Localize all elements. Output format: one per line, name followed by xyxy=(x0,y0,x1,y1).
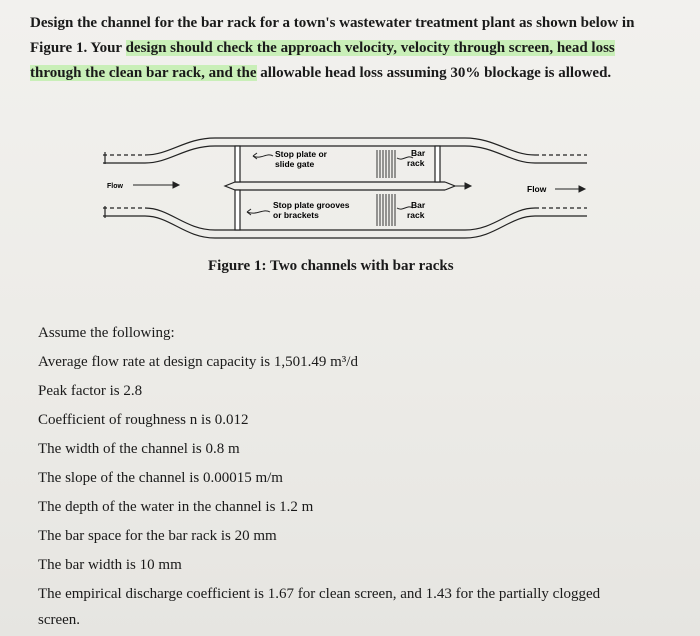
assumption-item: Coefficient of roughness n is 0.012 xyxy=(38,412,249,428)
highlighted-text-1: design should check the approach velocity, velocity through screen, head loss xyxy=(125,40,615,56)
assumption-item: screen. xyxy=(38,612,81,628)
bar-rack-top-label: Bar rack xyxy=(407,148,426,168)
assumption-item: The empirical discharge coefficient is 1.67 for clean screen, and 1.43 for the partially clogged xyxy=(38,586,601,602)
problem-text-3: allowable head loss assuming 30% blockage is allowed. xyxy=(256,65,612,81)
assumption-item: Average flow rate at design capacity is 1,501.49 m³/d xyxy=(38,354,358,370)
assumption-item: The depth of the water in the channel is 1.2 m xyxy=(38,499,314,515)
problem-text-1: Design the channel for the bar rack for a town's wastewater treatment plant as shown below in xyxy=(30,15,635,31)
assumption-item: The slope of the channel is 0.00015 m/m xyxy=(38,470,283,486)
bar-rack-bottom-label: Bar rack xyxy=(407,200,426,220)
assumption-item: Peak factor is 2.8 xyxy=(38,383,143,399)
problem-statement xyxy=(30,11,670,86)
assumption-item: The bar space for the bar rack is 20 mm xyxy=(38,528,277,544)
bar-rack-diagram xyxy=(95,130,595,250)
assumption-item: The bar width is 10 mm xyxy=(38,557,182,573)
assumption-item: The width of the channel is 0.8 m xyxy=(38,441,240,457)
highlighted-text-2: through the clean bar rack, and the xyxy=(30,65,257,81)
figure-reference: Figure 1. xyxy=(30,40,88,56)
flow-right-label: Flow xyxy=(527,184,547,194)
stop-plate-label: Stop plate or slide gate xyxy=(275,149,327,169)
assumptions-list xyxy=(38,319,678,631)
stop-grooves-label: Stop plate grooves or brackets xyxy=(273,200,350,220)
figure-caption: Figure 1: Two channels with bar racks xyxy=(208,258,454,274)
flow-left-label: Flow xyxy=(107,183,123,190)
problem-text-2: Your xyxy=(87,40,126,56)
assumptions-heading: Assume the following: xyxy=(38,325,175,341)
